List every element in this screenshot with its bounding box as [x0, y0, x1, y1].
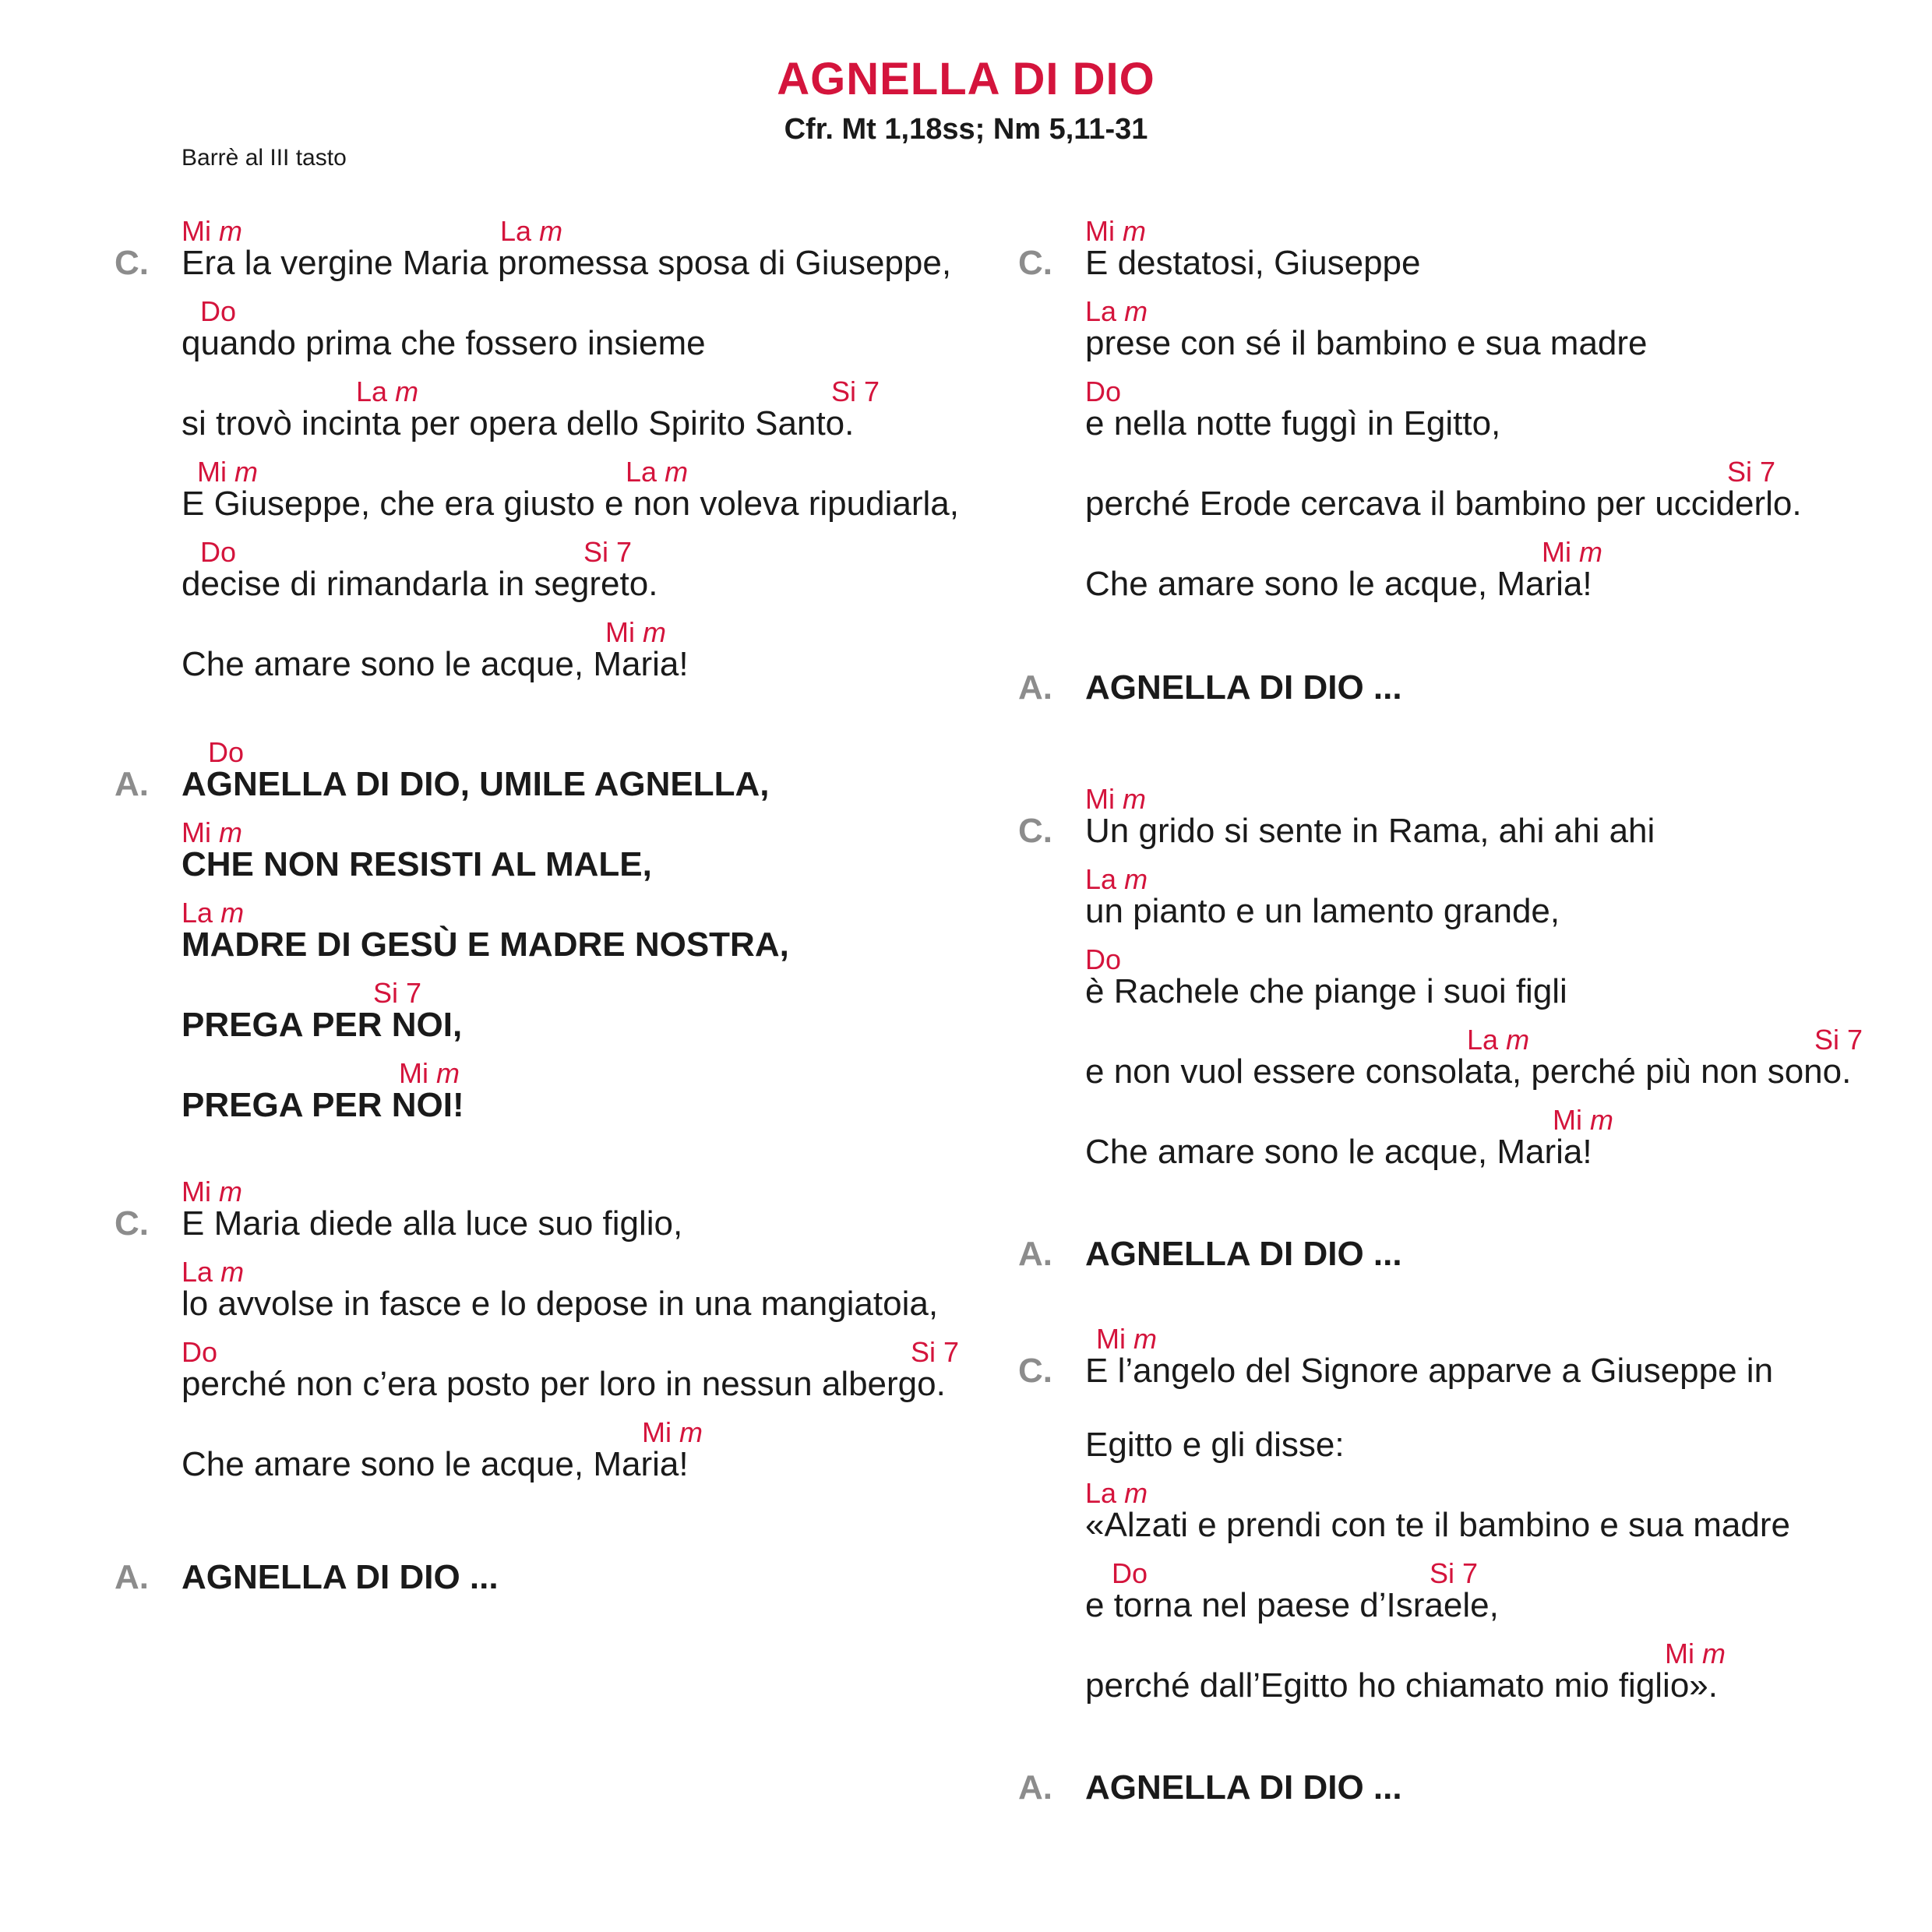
lyric-line: E Giuseppe, che era giusto e non voleva ripudiarla,: [182, 485, 959, 523]
lyric-line: perché dall’Egitto ho chiamato mio figlio».: [1085, 1666, 1719, 1705]
chord-do: Do: [1085, 375, 1122, 407]
lyric-line: Che amare sono le acque, Maria!: [1085, 565, 1592, 603]
chord-si7: Si 7: [1430, 1557, 1479, 1589]
cantor-marker: C.: [115, 1204, 149, 1243]
chord-do: Do: [1085, 943, 1122, 975]
lyric-line: decise di rimandarla in segreto.: [182, 565, 658, 603]
chord-do: Do: [200, 536, 237, 568]
refrain-repeat: AGNELLA DI DIO ...: [1085, 1768, 1402, 1807]
chord-lam: La m: [356, 375, 419, 407]
refrain-repeat: AGNELLA DI DIO ...: [1085, 1235, 1402, 1273]
chord-do: Do: [200, 295, 237, 327]
song-title: AGNELLA DI DIO: [777, 54, 1155, 104]
capo-note: Barrè al III tasto: [182, 145, 347, 171]
cantor-marker: C.: [1018, 1352, 1052, 1390]
chord-do: Do: [1112, 1557, 1148, 1589]
chord-lam: La m: [1085, 295, 1148, 327]
all-marker: A.: [115, 1558, 149, 1596]
chord-lam: La m: [182, 897, 245, 929]
lyric-line: Che amare sono le acque, Maria!: [182, 1445, 689, 1483]
lyric-line: e nella notte fuggì in Egitto,: [1085, 404, 1501, 442]
lyric-line: Un grido si sente in Rama, ahi ahi ahi: [1085, 812, 1655, 850]
chord-lam: La m: [1467, 1024, 1530, 1056]
lyric-line: E destatosi, Giuseppe: [1085, 244, 1421, 282]
lyric-line: un pianto e un lamento grande,: [1085, 892, 1560, 930]
lyric-line: Era la vergine Maria promessa sposa di Giuseppe,: [182, 244, 952, 282]
chord-si7: Si 7: [1727, 456, 1776, 488]
chord-lam: La m: [182, 1256, 245, 1288]
lyric-line: quando prima che fossero insieme: [182, 324, 706, 362]
lyric-line: e torna nel paese d’Israele,: [1085, 1586, 1499, 1624]
lyric-line: «Alzati e prendi con te il bambino e sua madre: [1085, 1506, 1790, 1544]
lyric-line: si trovò incinta per opera dello Spirito Santo.: [182, 404, 855, 442]
chord-si7: Si 7: [373, 977, 422, 1009]
chord-mim: Mi m: [182, 215, 243, 247]
lyric-line: perché Erode cercava il bambino per ucciderlo.: [1085, 485, 1802, 523]
all-marker: A.: [1018, 1768, 1052, 1807]
chord-si7: Si 7: [1814, 1024, 1863, 1056]
lyric-line: E l’angelo del Signore apparve a Giuseppe in: [1085, 1352, 1774, 1390]
chord-do: Do: [182, 1336, 218, 1368]
lyric-line: prese con sé il bambino e sua madre: [1085, 324, 1648, 362]
chord-mim: Mi m: [197, 456, 259, 488]
refrain-line: CHE NON RESISTI AL MALE,: [182, 845, 652, 883]
chord-mim: Mi m: [1096, 1323, 1158, 1355]
refrain-line: PREGA PER NOI!: [182, 1086, 464, 1124]
chord-mim: Mi m: [1085, 215, 1147, 247]
chord-mim: Mi m: [1542, 536, 1603, 568]
refrain-line: PREGA PER NOI,: [182, 1006, 463, 1044]
all-marker: A.: [1018, 1235, 1052, 1273]
refrain-repeat: AGNELLA DI DIO ...: [1085, 668, 1402, 707]
refrain-line: MADRE DI GESÙ E MADRE NOSTRA,: [182, 925, 789, 964]
chord-do: Do: [208, 736, 245, 768]
chord-si7: Si 7: [583, 536, 633, 568]
lyric-line: è Rachele che piange i suoi figli: [1085, 972, 1567, 1010]
chord-lam: La m: [500, 215, 563, 247]
chord-mim: Mi m: [182, 1176, 243, 1208]
cantor-marker: C.: [1018, 812, 1052, 850]
chord-mim: Mi m: [605, 616, 667, 648]
all-marker: A.: [115, 765, 149, 803]
chord-si7: Si 7: [911, 1336, 960, 1368]
lyric-line: e non vuol essere consolata, perché più non sono.: [1085, 1052, 1852, 1091]
lyric-line: Che amare sono le acque, Maria!: [1085, 1133, 1592, 1171]
chord-mim: Mi m: [182, 816, 243, 848]
cantor-marker: C.: [1018, 244, 1052, 282]
chord-lam: La m: [1085, 1477, 1148, 1509]
lyric-line: Egitto e gli disse:: [1085, 1426, 1345, 1464]
lyric-line: E Maria diede alla luce suo figlio,: [182, 1204, 683, 1243]
refrain-line: AGNELLA DI DIO, UMILE AGNELLA,: [182, 765, 770, 803]
chord-mim: Mi m: [1665, 1638, 1726, 1669]
lyric-line: lo avvolse in fasce e lo depose in una mangiatoia,: [182, 1285, 939, 1323]
chord-si7: Si 7: [831, 375, 880, 407]
lyric-line: Che amare sono le acque, Maria!: [182, 645, 689, 683]
scripture-reference: Cfr. Mt 1,18ss; Nm 5,11-31: [784, 113, 1148, 146]
cantor-marker: C.: [115, 244, 149, 282]
chord-lam: La m: [1085, 863, 1148, 895]
chord-mim: Mi m: [399, 1057, 460, 1089]
all-marker: A.: [1018, 668, 1052, 707]
chord-mim: Mi m: [642, 1416, 703, 1448]
lyric-line: perché non c’era posto per loro in nessun albergo.: [182, 1365, 946, 1403]
chord-mim: Mi m: [1553, 1104, 1614, 1136]
refrain-repeat: AGNELLA DI DIO ...: [182, 1558, 499, 1596]
chord-mim: Mi m: [1085, 783, 1147, 815]
chord-lam: La m: [626, 456, 689, 488]
